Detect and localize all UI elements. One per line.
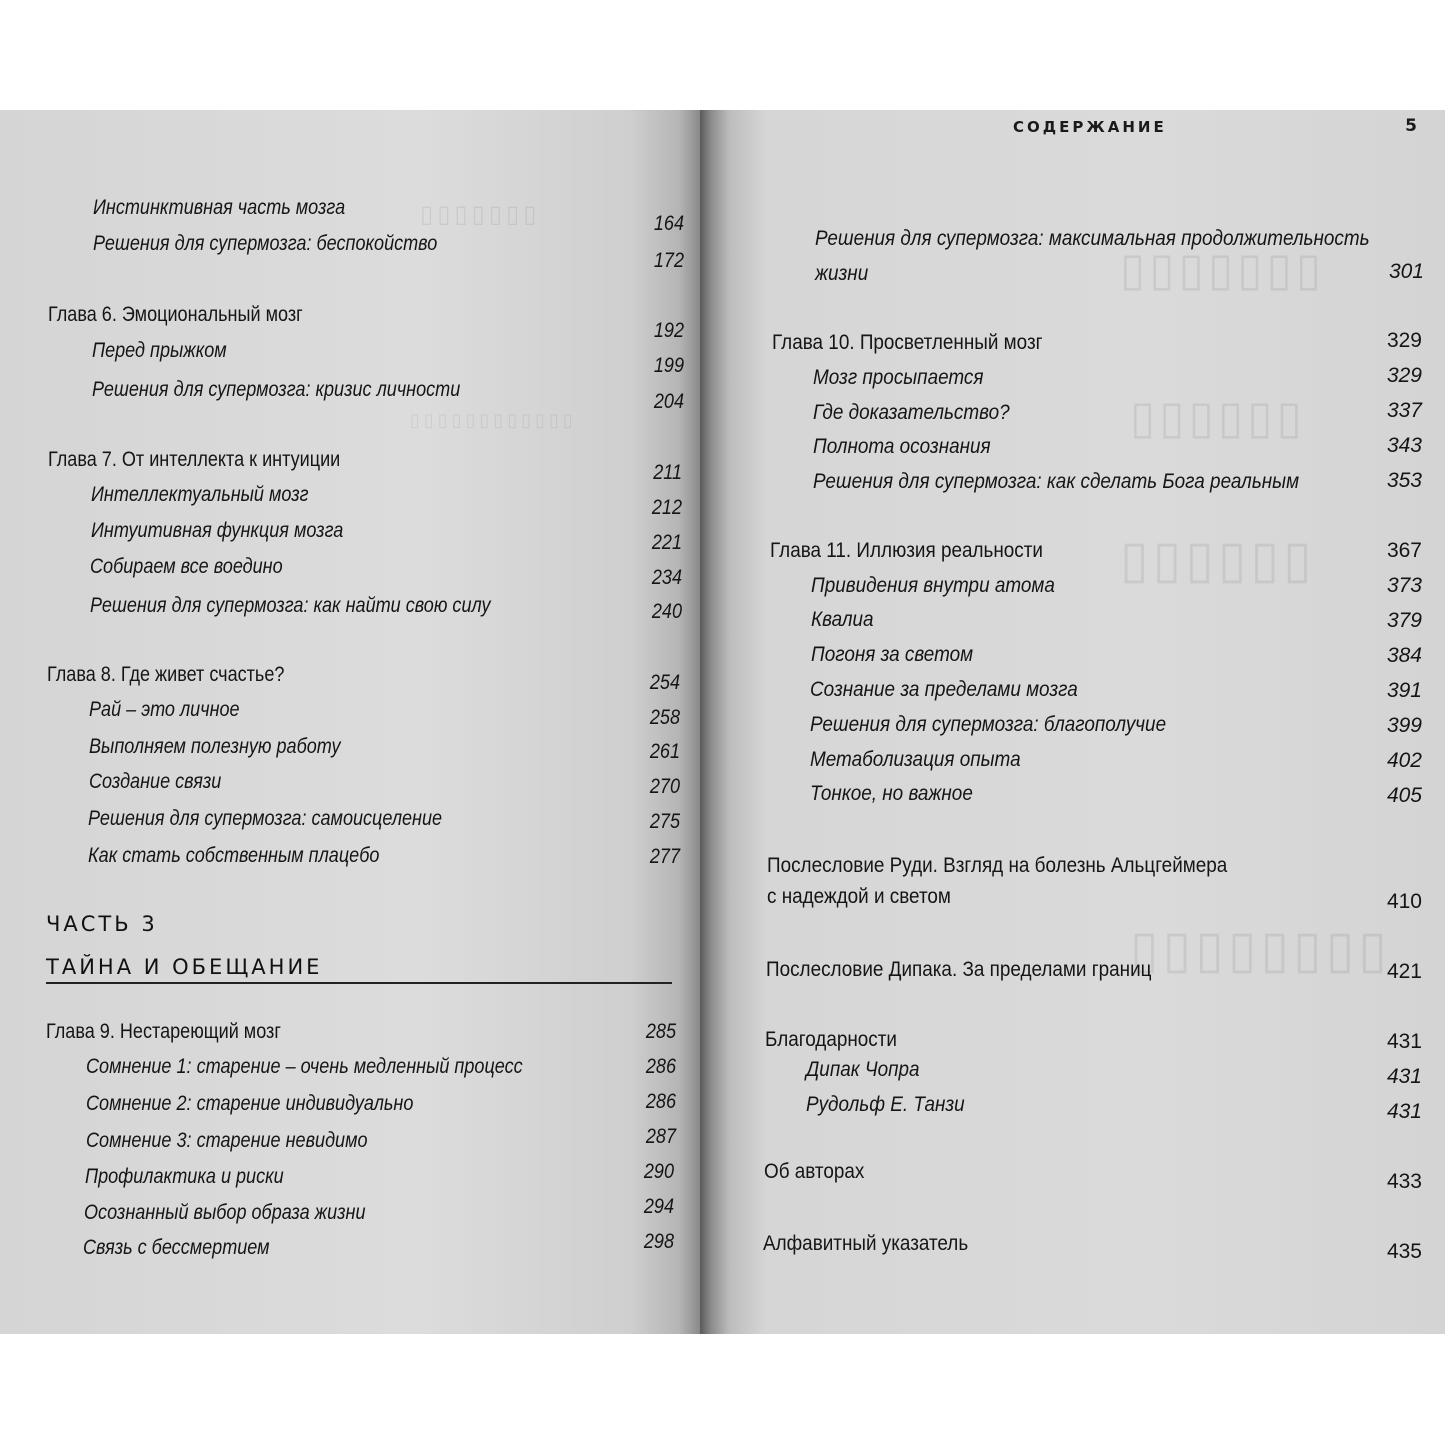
toc-page-number: 329 — [1386, 364, 1422, 387]
toc-page-number: 343 — [1386, 434, 1422, 457]
toc-entry: Глава 6. Эмоциональный мозг — [48, 303, 303, 326]
bleed-through: ▯▯▯▯▯▯▯ — [1120, 242, 1326, 296]
toc-page-number: 261 — [649, 740, 680, 763]
toc-entry: Как стать собственным плацебо — [88, 844, 380, 867]
toc-page-number: 277 — [649, 845, 680, 868]
toc-page-number: 240 — [651, 600, 682, 623]
toc-entry: Глава 10. Просветленный мозг — [772, 331, 1043, 354]
toc-entry: Глава 9. Нестареющий мозг — [46, 1020, 281, 1043]
toc-entry: Привидения внутри атома — [811, 574, 1055, 597]
toc-entry: Алфавитный указатель — [763, 1232, 969, 1255]
toc-page-number: 431 — [1386, 1065, 1422, 1088]
toc-page-number: 405 — [1386, 784, 1422, 807]
toc-entry: Интеллектуальный мозг — [91, 483, 309, 506]
toc-entry: Квалиа — [811, 608, 874, 631]
toc-page-number: 290 — [643, 1160, 674, 1183]
toc-entry: Благодарности — [765, 1028, 897, 1051]
bleed-through: ▯▯▯▯▯▯▯▯ — [1130, 920, 1391, 980]
bleed-through: ▯▯▯▯▯▯▯▯▯▯▯▯ — [410, 410, 577, 431]
toc-entry: Собираем все воедино — [90, 555, 283, 578]
toc-page-number: 212 — [651, 496, 682, 519]
toc-page-number: 433 — [1386, 1170, 1422, 1193]
toc-page-number: 270 — [649, 775, 680, 798]
toc-entry: Инстинктивная часть мозга — [93, 196, 346, 219]
toc-page-number: 287 — [645, 1125, 676, 1148]
toc-page-number: 391 — [1386, 679, 1422, 702]
toc-entry: Глава 7. От интеллекта к интуиции — [48, 448, 341, 471]
bleed-through: ▯▯▯▯▯▯▯ — [420, 200, 541, 228]
toc-page-number: 384 — [1386, 644, 1422, 667]
bleed-through: ▯▯▯▯▯▯ — [1130, 390, 1306, 444]
toc-page-number: 431 — [1386, 1030, 1422, 1053]
toc-entry: Рай – это личное — [89, 698, 240, 721]
toc-page-number: 373 — [1386, 574, 1422, 597]
toc-entry: Решения для супермозга: благополучие — [810, 713, 1167, 736]
toc-page-number: 402 — [1386, 749, 1422, 772]
toc-entry: Послесловие Руди. Взгляд на болезнь Альцгеймера — [767, 854, 1228, 877]
left-page — [0, 110, 700, 1334]
toc-entry: Решения для супермозга: как найти свою силу — [90, 594, 491, 617]
toc-page-number: 204 — [653, 390, 684, 413]
toc-entry: Связь с бессмертием — [83, 1236, 270, 1259]
toc-entry: Глава 8. Где живет счастье? — [47, 663, 285, 686]
toc-entry: Решения для супермозга: самоисцеление — [88, 807, 443, 830]
toc-page-number: 199 — [653, 354, 684, 377]
toc-entry: с надеждой и светом — [767, 885, 951, 908]
toc-page-number: 399 — [1386, 714, 1422, 737]
toc-entry: Глава 11. Иллюзия реальности — [770, 539, 1043, 562]
toc-page-number: 258 — [649, 706, 680, 729]
toc-page-number: 211 — [653, 461, 682, 484]
toc-page-number: 329 — [1386, 329, 1422, 352]
toc-entry: Об авторах — [764, 1160, 865, 1183]
toc-entry: Перед прыжком — [92, 339, 227, 362]
book-spread — [0, 110, 1445, 1334]
toc-entry: Сомнение 1: старение – очень медленный процесс — [86, 1055, 523, 1078]
toc-page-number: 172 — [653, 249, 684, 272]
toc-entry: Профилактика и риски — [85, 1165, 284, 1188]
part-divider — [46, 982, 672, 984]
toc-entry: Дипак Чопра — [806, 1058, 920, 1081]
toc-entry: Решения для супермозга: максимальная продолжительность — [815, 227, 1370, 250]
toc-page-number: 164 — [653, 212, 684, 235]
page-number: 5 — [1405, 116, 1417, 136]
toc-page-number: 367 — [1386, 539, 1422, 562]
toc-page-number: 294 — [643, 1195, 674, 1218]
toc-entry: жизни — [815, 262, 869, 285]
toc-page-number: 298 — [643, 1230, 674, 1253]
toc-entry: Решения для супермозга: как сделать Бога реальным — [813, 470, 1300, 493]
toc-entry: Осознанный выбор образа жизни — [84, 1201, 366, 1224]
toc-page-number: 435 — [1386, 1240, 1422, 1263]
toc-entry: Решения для супермозга: беспокойство — [93, 232, 438, 255]
toc-entry: Где доказательство? — [813, 401, 1010, 424]
toc-entry: Решения для супермозга: кризис личности — [92, 378, 461, 401]
toc-page-number: 192 — [653, 319, 684, 342]
toc-page-number: 254 — [649, 671, 680, 694]
toc-page-number: 286 — [645, 1090, 676, 1113]
toc-page-number: 410 — [1386, 890, 1422, 913]
toc-entry: Сомнение 2: старение индивидуально — [86, 1092, 414, 1115]
toc-page-number: 234 — [651, 566, 682, 589]
toc-entry: Послесловие Дипака. За пределами границ — [766, 958, 1152, 981]
toc-page-number: 286 — [645, 1055, 676, 1078]
toc-page-number: 285 — [645, 1020, 676, 1043]
toc-entry: Метаболизация опыта — [810, 748, 1021, 771]
toc-entry: Выполняем полезную работу — [89, 735, 341, 758]
part-title: ТАЙНА И ОБЕЩАНИЕ — [46, 955, 323, 979]
toc-page-number: 431 — [1386, 1100, 1422, 1123]
part-label: ЧАСТЬ 3 — [46, 912, 158, 936]
toc-entry: Сознание за пределами мозга — [810, 678, 1078, 701]
toc-page-number: 337 — [1386, 399, 1422, 422]
toc-page-number: 275 — [649, 810, 680, 833]
toc-page-number: 301 — [1388, 260, 1424, 283]
toc-entry: Создание связи — [89, 770, 222, 793]
toc-entry: Интуитивная функция мозга — [91, 519, 344, 542]
toc-page-number: 379 — [1386, 609, 1422, 632]
toc-entry: Сомнение 3: старение невидимо — [86, 1129, 368, 1152]
toc-entry: Полнота осознания — [813, 435, 991, 458]
toc-entry: Погоня за светом — [811, 643, 974, 666]
toc-entry: Тонкое, но важное — [810, 782, 973, 805]
toc-page-number: 221 — [651, 531, 682, 554]
toc-entry: Рудольф Е. Танзи — [806, 1093, 965, 1116]
toc-page-number: 421 — [1386, 960, 1422, 983]
right-page — [700, 110, 1445, 1334]
running-header-title: СОДЕРЖАНИЕ — [1013, 118, 1167, 136]
bleed-through: ▯▯▯▯▯▯ — [1120, 530, 1316, 590]
toc-entry: Мозг просыпается — [813, 366, 984, 389]
toc-page-number: 353 — [1386, 469, 1422, 492]
